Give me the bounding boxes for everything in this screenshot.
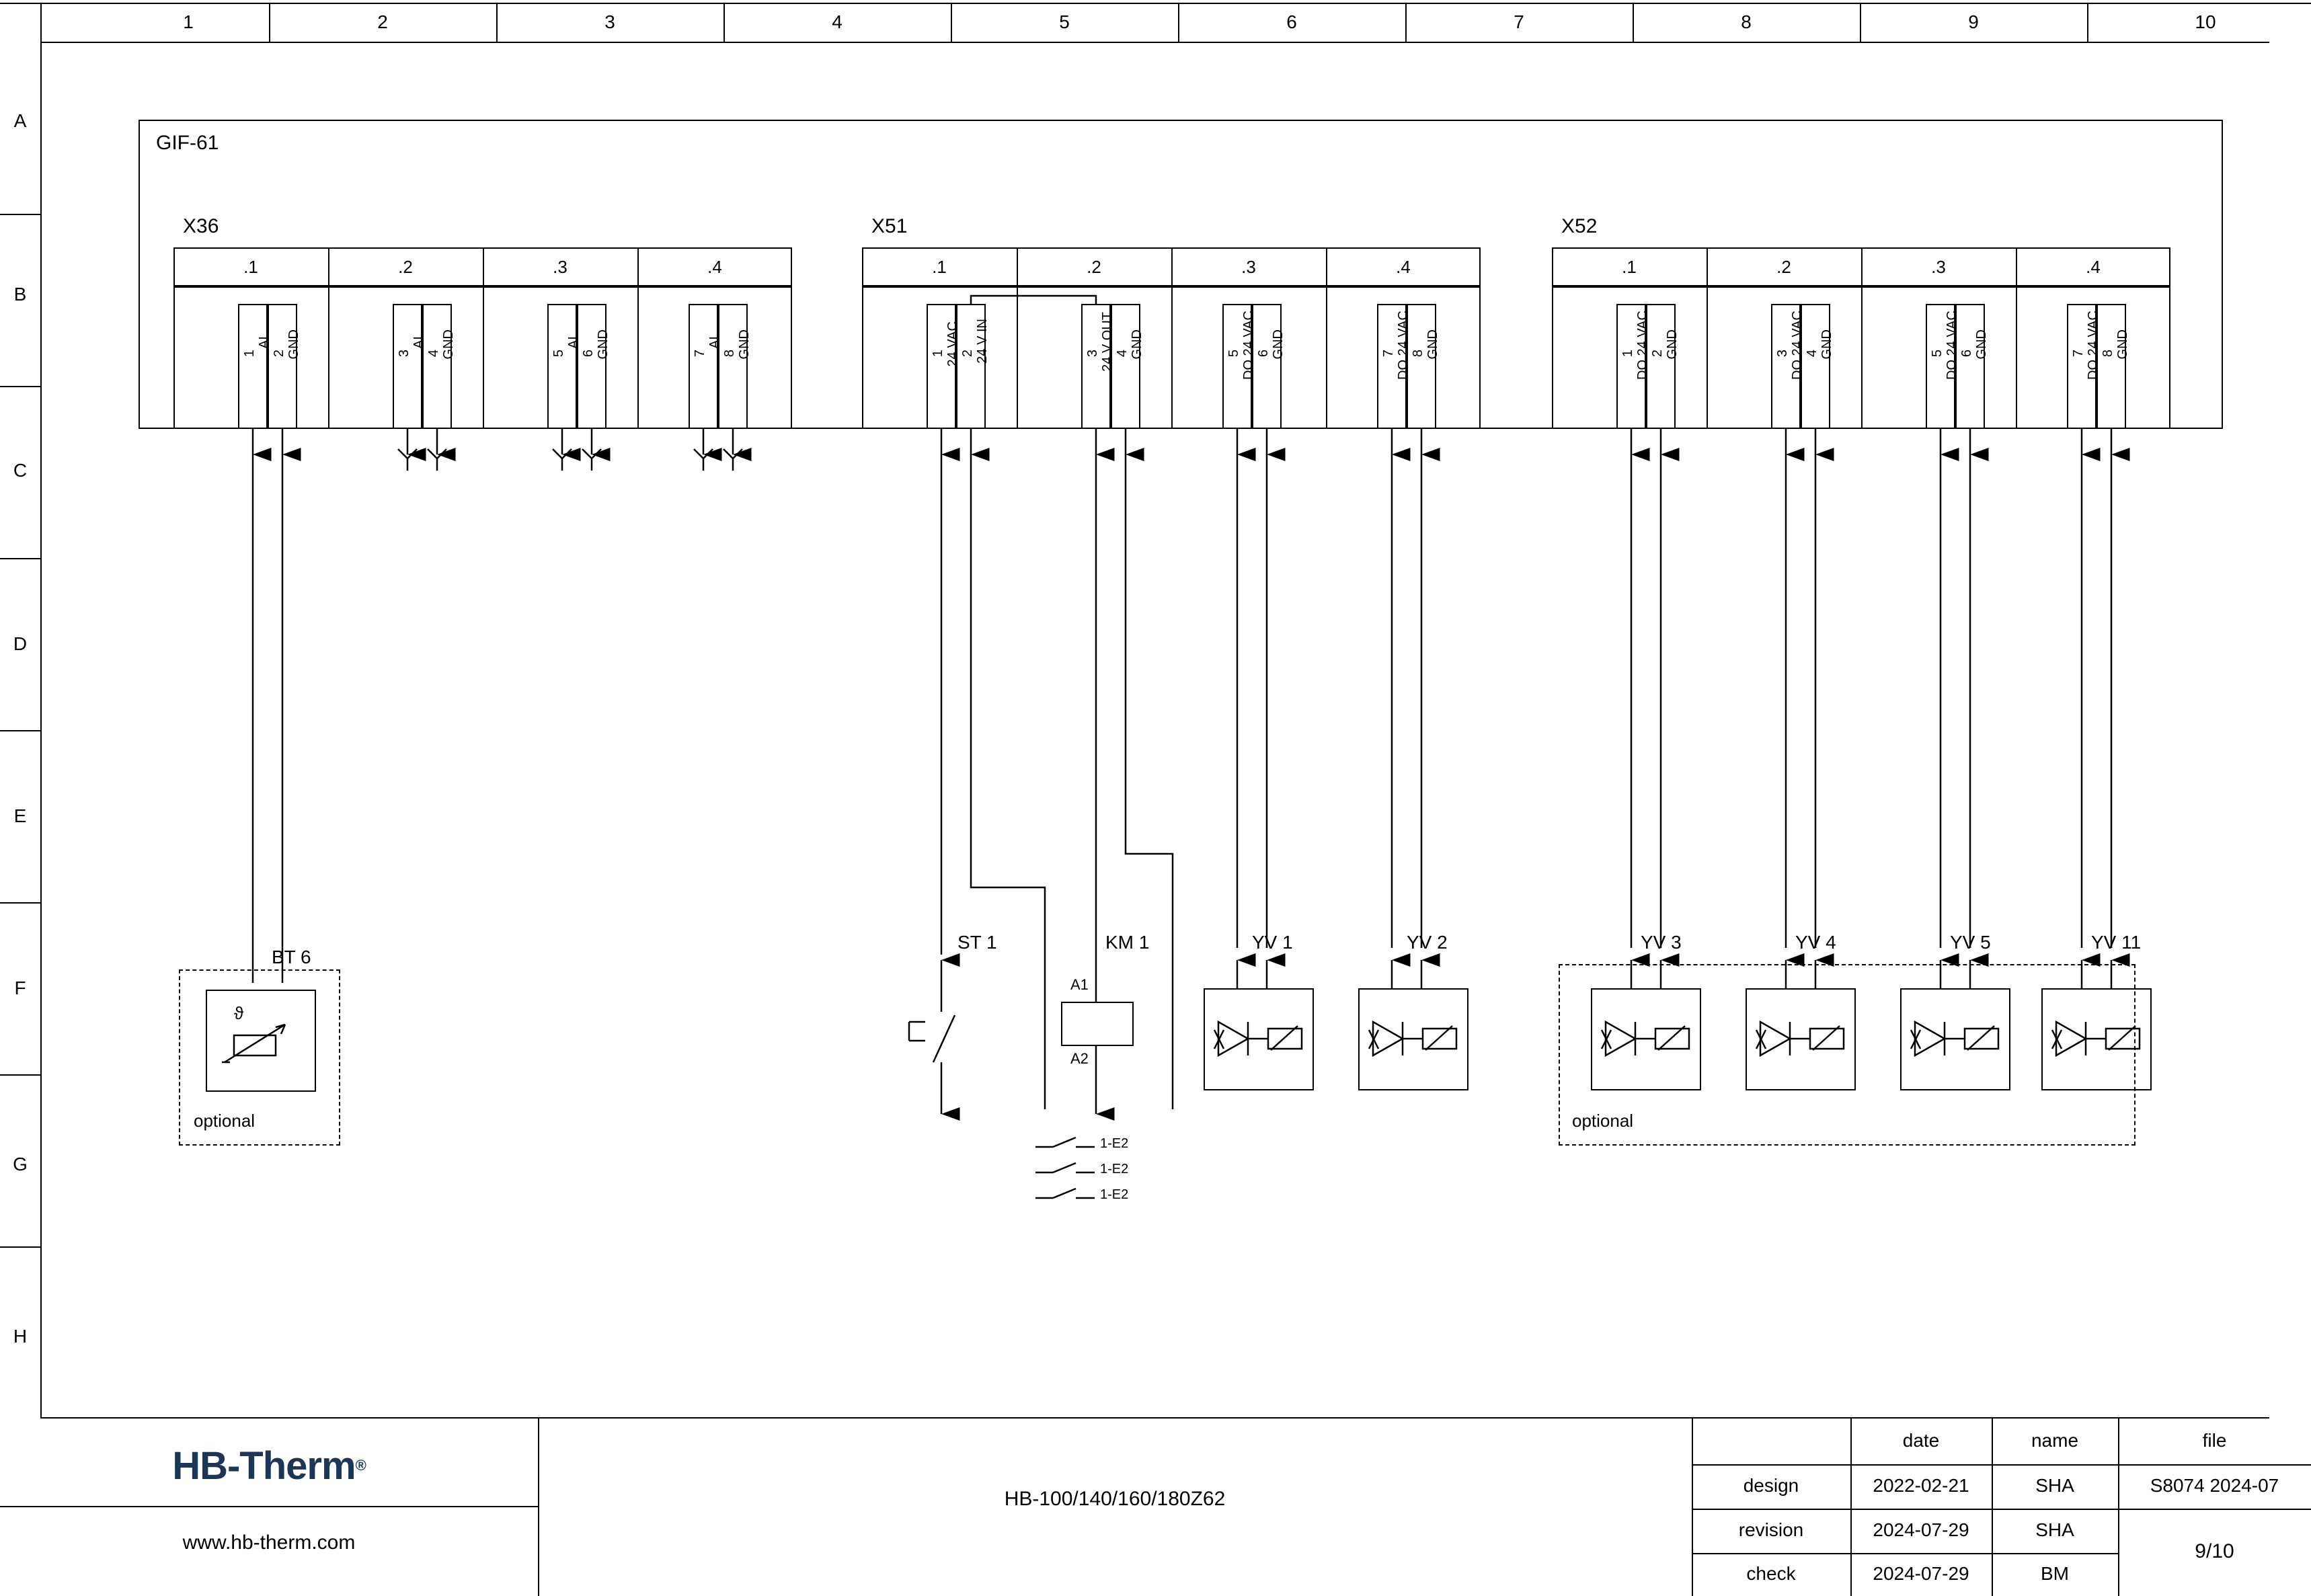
yv5-valve-symbol xyxy=(1900,988,2010,1090)
terminal-x36-5-num: 5 xyxy=(551,350,566,358)
terminal-x52-1-sig: DO 24 VAC xyxy=(1635,311,1650,380)
terminal-x51-7-sig: DO 24 VAC xyxy=(1396,311,1411,380)
terminal-x52-3-sig: DO 24 VAC xyxy=(1790,311,1805,380)
terminal-x52-5-num: 5 xyxy=(1930,350,1945,358)
yv2-label: YV 2 xyxy=(1407,932,1448,953)
terminal-x51-4-num: 4 xyxy=(1115,350,1130,358)
terminal-x36-1-sig: AI xyxy=(257,336,272,349)
yv3-label: YV 3 xyxy=(1641,932,1682,953)
terminal-x36-5-sig: AI xyxy=(566,336,581,349)
column-label-5: 5 xyxy=(1059,11,1070,32)
terminal-x51-7-num: 7 xyxy=(1381,350,1396,358)
row-label-a: A xyxy=(13,110,27,131)
terminal-x36-6-num: 6 xyxy=(581,350,596,358)
terminal-x51-8-sig: GND xyxy=(1425,329,1440,360)
column-label-9: 9 xyxy=(1968,11,1979,32)
terminal-x51-3-sig: 24 V OUT xyxy=(1100,312,1115,372)
yv3-valve-symbol xyxy=(1591,988,1701,1090)
x52-group-4-label: .4 xyxy=(2086,256,2101,277)
row-revision-stage: revision xyxy=(1738,1519,1804,1540)
km1-a2-label: A2 xyxy=(1070,1050,1089,1067)
terminal-x52-4-sig: GND xyxy=(1819,329,1834,360)
column-label-2: 2 xyxy=(377,11,388,32)
terminal-x51-2-sig: 24 V IN xyxy=(975,319,990,364)
terminal-x51-6-sig: GND xyxy=(1271,329,1286,360)
header-name: name xyxy=(2031,1430,2079,1451)
connector-x36-label: X36 xyxy=(183,215,219,237)
terminal-x51-2-num: 2 xyxy=(960,350,975,358)
column-label-10: 10 xyxy=(2195,11,2216,32)
st1-label: ST 1 xyxy=(957,932,997,953)
row-label-b: B xyxy=(13,284,27,305)
header-date: date xyxy=(1902,1430,1940,1451)
x52-optional-label: optional xyxy=(1572,1111,1634,1131)
terminal-x52-8-sig: GND xyxy=(2115,329,2130,360)
row-check-name: BM xyxy=(2041,1563,2069,1584)
row-label-f: F xyxy=(14,977,26,998)
terminal-x36-6-sig: GND xyxy=(596,329,611,360)
terminal-x51-5-num: 5 xyxy=(1226,350,1241,358)
terminal-x36-3-sig: AI xyxy=(412,336,426,349)
bt6-label: BT 6 xyxy=(272,947,311,967)
terminal-x36-2-num: 2 xyxy=(272,350,286,358)
terminal-x51-1-num: 1 xyxy=(931,350,945,358)
yv4-label: YV 4 xyxy=(1795,932,1836,953)
terminal-x36-4-sig: GND xyxy=(441,329,456,360)
contact-ref-3: 1-E2 xyxy=(1100,1187,1129,1202)
terminal-x52-1-num: 1 xyxy=(1620,350,1635,358)
row-design-name: SHA xyxy=(2035,1475,2074,1496)
row-design-date: 2022-02-21 xyxy=(1873,1475,1969,1496)
contact-ref-1: 1-E2 xyxy=(1100,1136,1129,1151)
terminal-x36-4-num: 4 xyxy=(426,350,441,358)
x51-group-3-label: .3 xyxy=(1241,256,1256,277)
connector-x52-label: X52 xyxy=(1561,215,1598,237)
yv11-label: YV 11 xyxy=(2091,932,2142,953)
terminal-x52-2-sig: GND xyxy=(1665,329,1680,360)
terminal-x52-3-num: 3 xyxy=(1775,350,1790,358)
company-website: www.hb-therm.com xyxy=(182,1531,356,1554)
row-label-e: E xyxy=(13,805,27,826)
x52-group-1-label: .1 xyxy=(1622,256,1637,277)
terminal-x52-7-sig: DO 24 VAC xyxy=(2086,311,2101,380)
terminal-x51-4-sig: GND xyxy=(1130,329,1144,360)
terminal-x52-6-sig: GND xyxy=(1974,329,1989,360)
terminal-x36-2-sig: GND xyxy=(286,329,301,360)
column-label-1: 1 xyxy=(183,11,194,32)
terminal-x51-1-sig: 24 VAC xyxy=(945,321,960,367)
terminal-x52-7-num: 7 xyxy=(2071,350,2086,358)
x52-group-2-label: .2 xyxy=(1776,256,1791,277)
header-file: file xyxy=(2202,1430,2227,1451)
terminal-x36-3-num: 3 xyxy=(397,350,412,358)
x36-group-2-label: .2 xyxy=(398,256,413,277)
terminal-x52-8-num: 8 xyxy=(2101,350,2115,358)
row-label-h: H xyxy=(13,1326,28,1347)
x51-group-1-label: .1 xyxy=(932,256,947,277)
terminal-x51-8-num: 8 xyxy=(1411,350,1425,358)
module-label: GIF-61 xyxy=(156,132,219,154)
terminal-x52-2-num: 2 xyxy=(1650,350,1665,358)
terminal-x51-6-num: 6 xyxy=(1256,350,1271,358)
row-check-stage: check xyxy=(1746,1563,1796,1584)
x52-group-3-label: .3 xyxy=(1931,256,1946,277)
connector-x51-label: X51 xyxy=(871,215,908,237)
terminal-x52-5-sig: DO 24 VAC xyxy=(1945,311,1959,380)
bt6-symbol: ϑ xyxy=(234,1003,244,1023)
x51-group-2-label: .2 xyxy=(1087,256,1101,277)
titleblock-logo-sep xyxy=(0,1506,538,1507)
row-label-g: G xyxy=(13,1154,28,1174)
terminal-x36-7-sig: AI xyxy=(707,336,722,349)
terminal-x52-4-num: 4 xyxy=(1805,350,1819,358)
company-logo xyxy=(0,1439,538,1492)
terminal-x36-1-num: 1 xyxy=(242,350,257,358)
yv2-valve-symbol xyxy=(1358,988,1468,1090)
column-label-8: 8 xyxy=(1741,11,1752,32)
page-number: 9/10 xyxy=(2195,1540,2234,1562)
yv11-valve-symbol xyxy=(2041,988,2152,1090)
yv1-label: YV 1 xyxy=(1252,932,1293,953)
column-label-4: 4 xyxy=(832,11,843,32)
terminal-x36-8-sig: GND xyxy=(737,329,752,360)
row-revision-date: 2024-07-29 xyxy=(1873,1519,1969,1540)
yv1-valve-symbol xyxy=(1204,988,1314,1090)
bt6-optional-label: optional xyxy=(194,1111,256,1131)
column-label-7: 7 xyxy=(1514,11,1524,32)
company-name: HB-Therm xyxy=(172,1443,356,1488)
terminal-x36-8-num: 8 xyxy=(722,350,737,358)
yv4-valve-symbol xyxy=(1746,988,1856,1090)
terminal-x51-5-sig: DO 24 VAC xyxy=(1241,311,1256,380)
row-revision-name: SHA xyxy=(2035,1519,2074,1540)
yv5-label: YV 5 xyxy=(1950,932,1991,953)
row-label-c: C xyxy=(13,460,28,481)
x36-group-3-label: .3 xyxy=(553,256,567,277)
km1-coil-box xyxy=(1061,1002,1134,1046)
x36-group-4-label: .4 xyxy=(707,256,722,277)
km1-a1-label: A1 xyxy=(1070,976,1089,993)
bt6-resistor-symbol xyxy=(206,990,316,1092)
drawing-title: HB-100/140/160/180Z62 xyxy=(1004,1488,1226,1510)
terminal-x36-7-num: 7 xyxy=(693,350,707,358)
terminal-x52-6-num: 6 xyxy=(1959,350,1974,358)
contact-ref-2: 1-E2 xyxy=(1100,1162,1129,1176)
file-value: S8074 2024-07 xyxy=(2150,1475,2279,1496)
x36-group-1-label: .1 xyxy=(243,256,258,277)
row-label-d: D xyxy=(13,633,28,654)
terminal-x51-3-num: 3 xyxy=(1085,350,1100,358)
column-label-6: 6 xyxy=(1286,11,1297,32)
x51-group-4-label: .4 xyxy=(1396,256,1411,277)
registered-mark: ® xyxy=(355,1457,366,1474)
column-label-3: 3 xyxy=(604,11,615,32)
row-design-stage: design xyxy=(1743,1475,1799,1496)
row-check-date: 2024-07-29 xyxy=(1873,1563,1969,1584)
km1-label: KM 1 xyxy=(1105,932,1150,953)
